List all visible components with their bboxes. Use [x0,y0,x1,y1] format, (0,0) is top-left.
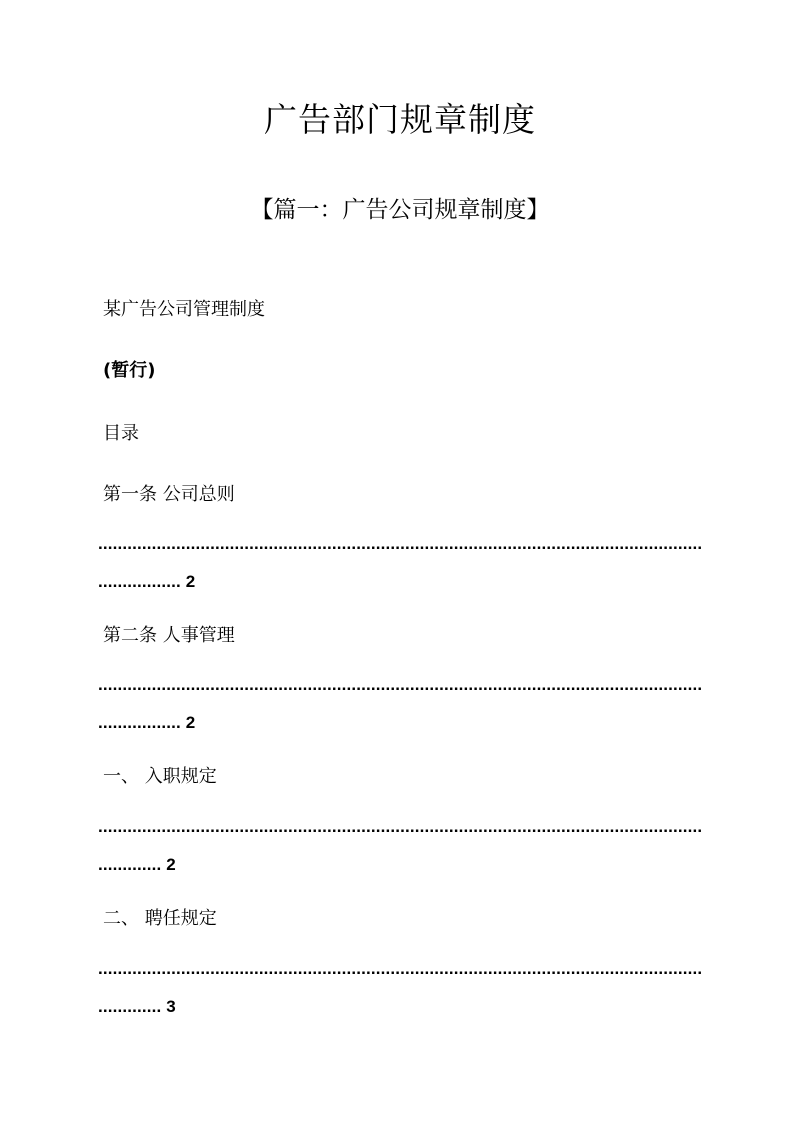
provisional-label: (暂行) [103,360,156,381]
document-subtitle: 【篇一：广告公司规章制度】 [250,197,550,223]
toc-dot-leader: ................. [98,713,181,732]
toc-page-number: 2 [185,572,196,591]
toc-entry-page-line [98,711,195,735]
toc-page-number: 3 [166,997,176,1016]
toc-page-number: 2 [185,713,196,732]
toc-dot-leader [98,532,702,556]
toc-heading: 目录 [103,423,139,444]
company-system-title: 某广告公司管理制度 [103,299,265,320]
toc-dot-leader: ............. [98,855,162,874]
page-title: 广告部门规章制度 [264,100,536,139]
toc-dot-leader [98,815,702,839]
toc-dot-leader [98,673,702,697]
toc-entry-label: 一、 入职规定 [103,766,217,787]
toc-entry-page-line [98,853,176,877]
toc-entry-page-line [98,570,195,594]
toc-dot-leader: ................. [98,572,181,591]
toc-entry-page-line [98,995,176,1019]
toc-entry-label: 第一条 公司总则 [103,484,235,505]
toc-page-number: 2 [166,855,176,874]
toc-entry-label: 第二条 人事管理 [103,625,235,646]
toc-dot-leader: ............. [98,997,162,1016]
toc-dot-leader [98,957,702,981]
toc-entry-label: 二、 聘任规定 [103,908,217,929]
